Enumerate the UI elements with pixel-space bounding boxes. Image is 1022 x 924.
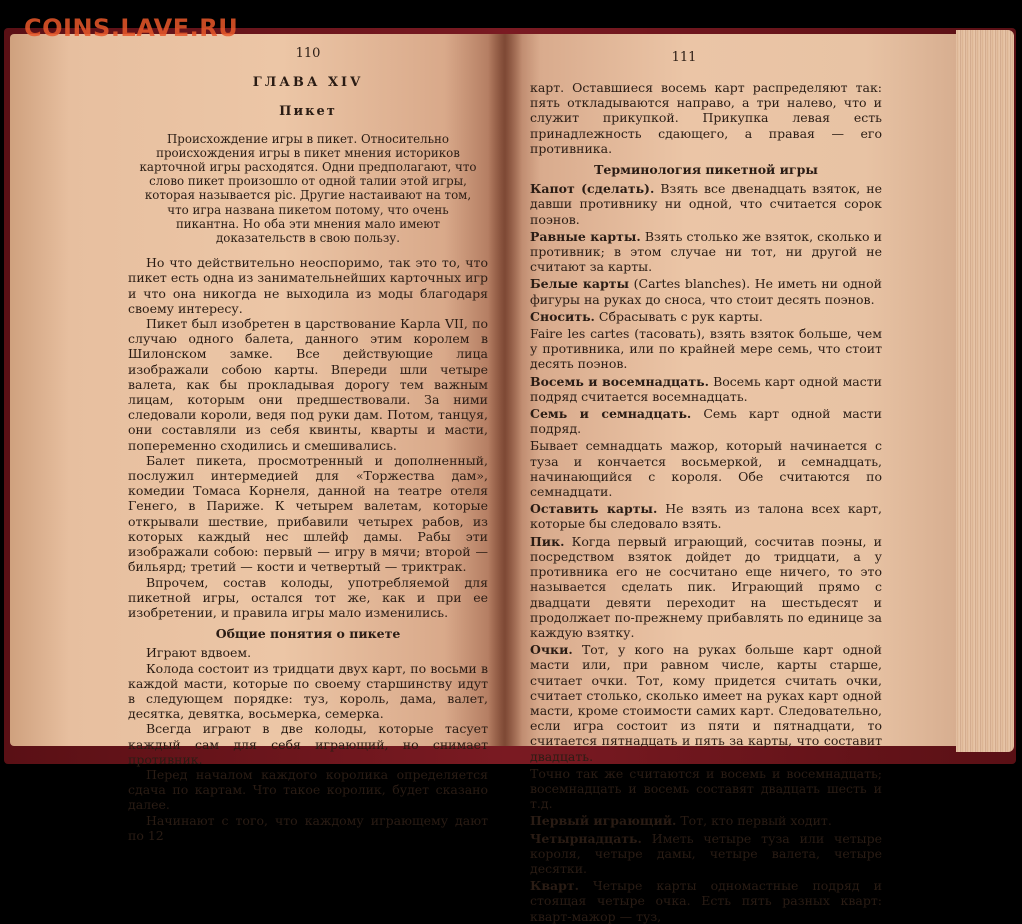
chapter-title: Пикет	[279, 104, 337, 120]
section-heading: Терминология пикетной игры	[594, 162, 818, 178]
term-entry	[530, 831, 882, 877]
term-entry	[530, 374, 882, 404]
term-text: Сбрасывать с рук карты.	[598, 308, 763, 324]
term-text: Семь карт одной масти подряд.	[530, 406, 882, 437]
term-name: Восемь и восемнадцать.	[530, 373, 709, 389]
term-name: Оставить карты.	[530, 501, 658, 517]
section-paragraphs	[128, 645, 488, 843]
term-text: Четыре карты одномастные подряд и стоящая четыре очка. Есть пять разных кварт: кварт-мажор — туз,	[530, 878, 882, 924]
term-entry	[530, 766, 882, 812]
paragraph: Перед началом каждого королика определяется сдача по картам. Что такое королик, будет сказано далее.	[128, 766, 488, 813]
term-text: Тот, кто первый ходит.	[680, 813, 832, 829]
term-name: Капот (сделать).	[530, 181, 655, 197]
term-entry	[530, 642, 882, 764]
paragraph: Но что действительно неоспоримо, так это то, что пикет есть одна из занимательнейших карточных игр и что она никогда не выходила из моды благодаря своему интересу.	[128, 255, 488, 316]
chapter-heading: ГЛАВА XIV	[252, 75, 364, 91]
term-entry	[530, 326, 882, 372]
term-name: Кварт.	[530, 878, 579, 894]
term-text: Взять все двенадцать взяток, не давши противнику ни одной, что считается сорок поэнов.	[530, 181, 882, 227]
paragraph: карт. Оставшиеся восемь карт распределяют так: пять откладываются направо, а три налево, что и служит прикупкой. Прикупка левая есть принадлежность сдающего, а правая — его противника.	[530, 80, 882, 156]
term-name: Равные карты.	[530, 228, 641, 244]
term-name: Сносить.	[530, 308, 595, 324]
right-page-content	[530, 80, 882, 924]
site-watermark: COINS.LAVE.RU	[24, 14, 239, 42]
terms-list	[530, 181, 882, 924]
term-text: Восемь карт одной масти подряд считается восемнадцать.	[530, 373, 882, 404]
term-name: Первый играющий.	[530, 813, 677, 829]
term-entry	[530, 878, 882, 924]
term-entry	[530, 309, 882, 324]
term-text: Бывает семнадцать мажор, который начинается с туза и кончается восьмеркой, и семнадцать, начинающийся с короля. Обе считаются по семнадцати.	[530, 438, 882, 500]
term-text: Тот, у кого на руках больше карт одной масти или, при равном числе, карты старше, считает очки. Тот, кому придется считать очки, считает столько, сколько имеет на руках карт одной масти, кроме стоимости самих карт. Следовательно, если игра состоит из пяти и пятнадцати, то считается пятнадцать и пять за карты, что составит двадцать.	[530, 642, 882, 764]
term-entry	[530, 813, 882, 828]
term-entry	[530, 181, 882, 227]
term-entry	[530, 406, 882, 436]
term-name: Семь и семнадцать.	[530, 406, 692, 422]
term-text: Когда первый играющий, сосчитав поэны, и посредством взяток дойдет до тридцати, а у противника его не сосчитано еще ничего, то это называется сделать пик. Играющий прямо с двадцати девяти переходит на шестьдесят и продолжает по-прежнему прибавлять по единице за каждую взятку.	[530, 533, 882, 640]
term-text: (Cartes blanches). Не иметь ни одной фигуры на руках до сноса, что стоит десять поэнов.	[530, 276, 882, 307]
right-page-number: 111	[671, 50, 697, 65]
paragraph: Пикет был изобретен в царствование Карла VII, по случаю одного балета, данного этим королем в Шилонском замке. Все действующие лица изображали собою карты. Впереди шли четыре валета, как бы прокладывая дорогу тем важным лицам, которым они предшествовали. За ними следовали короли, ведя под руки дам. Потом, танцуя, они составляли из себя квинты, кварты и масти, попеременно сходились и смешивались.	[128, 316, 488, 453]
left-paragraphs	[128, 255, 488, 620]
page-edges	[956, 30, 1014, 752]
paragraph: Играют вдвоем.	[146, 645, 252, 661]
term-text: Точно так же считаются и восемь и восемнадцать; восемнадцать и восемь составят двадцать шесть и т.д.	[530, 765, 882, 812]
paragraph: Впрочем, состав колоды, употребляемой для пикетной игры, остался тот же, как и при ее изобретении, и правила игры мало изменились.	[128, 574, 488, 620]
paragraph: Начинают с того, что каждому играющему дают по 12	[128, 812, 488, 843]
term-entry	[530, 229, 882, 275]
term-name: Четырнадцать.	[530, 830, 642, 846]
term-text: Иметь четыре туза или четыре короля, четыре дамы, четыре валета, четыре десятки.	[530, 830, 882, 876]
book-gutter	[488, 34, 522, 746]
left-page-number: 110	[295, 46, 321, 61]
term-text: Не взять из талона всех карт, которые бы следовало взять.	[530, 501, 882, 532]
term-name: Очки.	[530, 642, 573, 658]
term-entry	[530, 501, 882, 531]
term-name: Пик.	[530, 533, 565, 549]
term-entry	[530, 438, 882, 499]
left-page	[10, 34, 504, 843]
paragraph: Балет пикета, просмотренный и дополненный, послужил интермедией для «Торжества дам», комедии Томаса Корнеля, данной на театре отеля Генего, в Париже. К четырем валетам, которые открывали шествие, прибавили четырех рабов, из которых каждый нес шлейф дамы. Рабы эти изображали собою: первый — игру в мячи; второй — бильярд; третий — кости и четвертый — триктрак.	[128, 452, 488, 575]
section-heading: Общие понятия о пикете	[215, 626, 401, 642]
left-page-content	[128, 46, 488, 843]
right-page	[504, 34, 956, 924]
term-text: Взять столько же взяток, сколько и противник; в этом случае ни тот, ни другой не считают за карты.	[530, 228, 882, 275]
term-name: Белые карты	[530, 276, 630, 292]
chapter-intro: Происхождение игры в пикет. Относительно происхождения игры в пикет мнения историков карточной игры расходятся. Одни предполагают, что слово пикет произошло от одной талии этой игры, которая называется pic. Другие настаивают на том, что игра названа пикетом потому, что очень пикантна. Но оба эти мнения мало имеют доказательств в свою пользу.	[139, 131, 477, 246]
term-text: Faire les cartes (тасовать), взять взяток больше, чем у противника, или по крайней мере семь, что стоит десять поэнов.	[530, 326, 882, 372]
paragraph: Колода состоит из тридцати двух карт, по восьми в каждой масти, которые по своему старшинству идут в следующем порядке: туз, король, дама, валет, десятка, девятка, восьмерка, семерка.	[128, 660, 488, 722]
term-entry	[530, 534, 882, 640]
paragraph: Всегда играют в две колоды, которые тасует каждый сам для себя играющий, но снимает противник.	[128, 721, 488, 767]
term-entry	[530, 276, 882, 306]
